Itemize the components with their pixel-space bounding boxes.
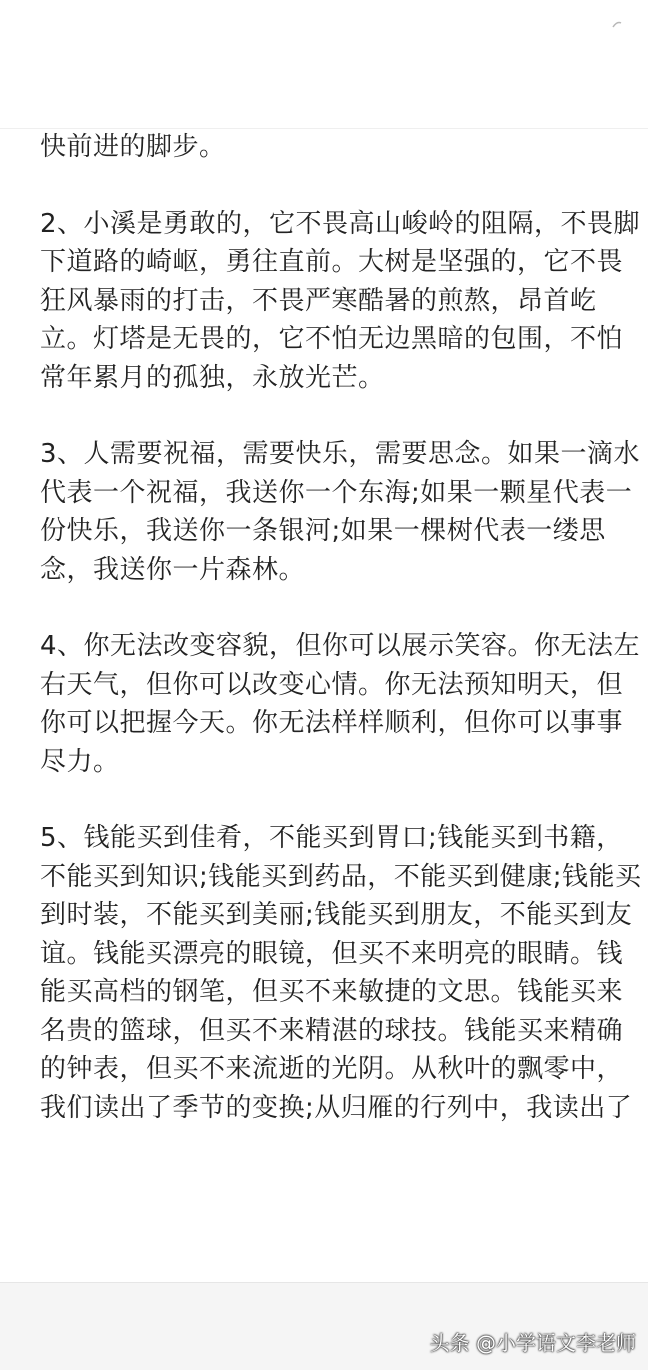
- text-line: 能买高档的钢笔，但买不来敏捷的文思。钱能买来: [40, 977, 624, 1007]
- text-line: 的钟表，但买不来流逝的光阴。从秋叶的飘零中，: [40, 1054, 624, 1084]
- text-line: 右天气，但你可以改变心情。你无法预知明天，但: [40, 669, 624, 700]
- paragraph-4: [40, 627, 641, 781]
- article-body: [40, 128, 642, 1127]
- paragraph-1: [40, 128, 620, 167]
- text-line: 5、钱能买到佳肴，不能买到胃口;钱能买到书籍，: [40, 823, 623, 853]
- text-line: 3、人需要祝福，需要快乐，需要思念。如果一滴水: [40, 439, 641, 469]
- paragraph-3: [40, 435, 641, 589]
- text-line: 到时装，不能买到美丽;钱能买到朋友，不能买到友: [40, 900, 633, 930]
- text-line: 我们读出了季节的变换;从归雁的行列中，我读出了: [40, 1092, 633, 1123]
- text-line: 谊。钱能买漂亮的眼镜，但买不来明亮的眼睛。钱: [40, 938, 624, 969]
- paragraph-2: [40, 205, 641, 398]
- text-line: 4、你无法改变容貌，但你可以展示笑容。你无法左: [40, 631, 641, 661]
- text-line: 尽力。: [40, 746, 120, 777]
- top-header-area: [0, 0, 648, 129]
- watermark-text: 头条 @小学语文李老师: [429, 1331, 636, 1355]
- text-line: 立。灯塔是无畏的，它不怕无边黑暗的包围，不怕: [40, 324, 624, 354]
- text-line: 份快乐，我送你一条银河;如果一棵树代表一缕思: [40, 516, 606, 546]
- text-line: 2、小溪是勇敢的，它不畏高山峻岭的阻隔，不畏脚: [40, 208, 641, 239]
- bottom-bar: [0, 1282, 648, 1370]
- text-line: 念，我送你一片森林。: [40, 554, 306, 585]
- text-line: 你可以把握今天。你无法样样顺利，但你可以事事: [40, 708, 624, 738]
- text-line: 名贵的篮球，但买不来精湛的球技。钱能买来精确: [40, 1015, 624, 1046]
- text-line: 代表一个祝福，我送你一个东海;如果一颗星代表一: [40, 477, 633, 508]
- text-line: 不能买到知识;钱能买到药品，不能买到健康;钱能买: [40, 861, 642, 892]
- paragraph-5: [40, 819, 642, 1127]
- corner-mark-icon: [612, 20, 622, 30]
- text-line: 常年累月的孤独，永放光芒。: [40, 362, 385, 393]
- text-line: 下道路的崎岖，勇往直前。大树是坚强的，它不畏: [40, 247, 624, 277]
- text-line: 快前进的脚步。: [40, 132, 226, 162]
- text-line: 狂风暴雨的打击，不畏严寒酷暑的煎熬，昂首屹: [40, 285, 597, 316]
